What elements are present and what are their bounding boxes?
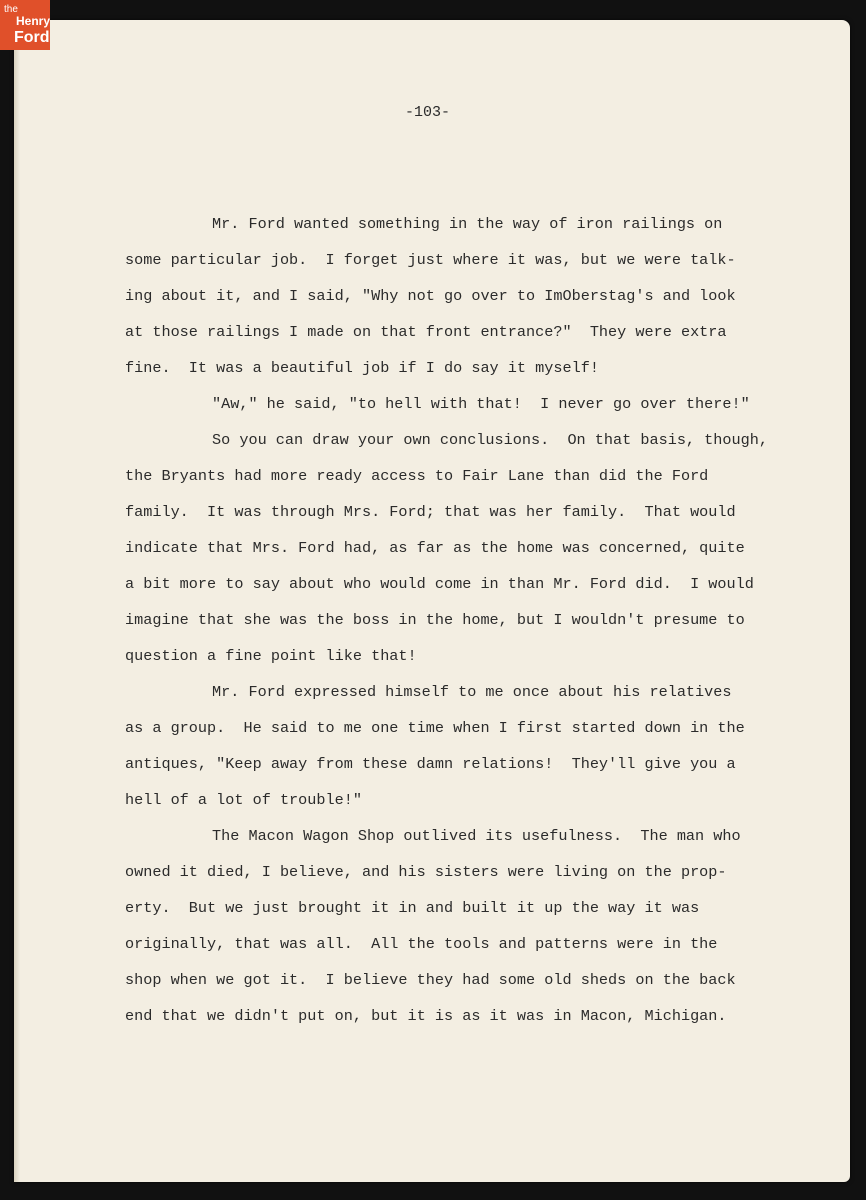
text-line: indicate that Mrs. Ford had, as far as the home was concerned, quite <box>125 539 745 557</box>
text-line: hell of a lot of trouble!" <box>125 791 362 809</box>
typed-text-body <box>125 206 805 1034</box>
text-line: question a fine point like that! <box>125 647 417 665</box>
text-line: imagine that she was the boss in the home, but I wouldn't presume to <box>125 611 745 629</box>
text-line: owned it died, I believe, and his sisters were living on the prop- <box>125 863 727 881</box>
text-line: shop when we got it. I believe they had some old sheds on the back <box>125 971 736 989</box>
text-line: ing about it, and I said, "Why not go over to ImOberstag's and look <box>125 287 736 305</box>
text-line: Mr. Ford wanted something in the way of iron railings on <box>212 215 723 233</box>
text-line: end that we didn't put on, but it is as it was in Macon, Michigan. <box>125 1007 727 1025</box>
text-line: a bit more to say about who would come in than Mr. Ford did. I would <box>125 575 754 593</box>
logo-henry: Henry <box>16 14 51 28</box>
text-line: antiques, "Keep away from these damn relations! They'll give you a <box>125 755 736 773</box>
text-line: family. It was through Mrs. Ford; that was her family. That would <box>125 503 736 521</box>
text-line: "Aw," he said, "to hell with that! I never go over there!" <box>212 395 750 413</box>
logo-ford: Ford <box>14 29 50 46</box>
text-line: So you can draw your own conclusions. On that basis, though, <box>212 431 768 449</box>
text-line: the Bryants had more ready access to Fair Lane than did the Ford <box>125 467 709 485</box>
text-line: The Macon Wagon Shop outlived its usefulness. The man who <box>212 827 741 845</box>
text-line: as a group. He said to me one time when I first started down in the <box>125 719 745 737</box>
page-number: -103- <box>405 104 451 121</box>
text-line: fine. It was a beautiful job if I do say it myself! <box>125 359 599 377</box>
text-line: some particular job. I forget just where it was, but we were talk- <box>125 251 736 269</box>
text-line: Mr. Ford expressed himself to me once about his relatives <box>212 683 732 701</box>
text-line: erty. But we just brought it in and built it up the way it was <box>125 899 700 917</box>
the-henry-ford-logo <box>0 0 50 50</box>
logo-the: the <box>4 4 18 15</box>
text-line: at those railings I made on that front entrance?" They were extra <box>125 323 727 341</box>
text-line: originally, that was all. All the tools and patterns were in the <box>125 935 718 953</box>
binding-edge <box>14 20 20 1182</box>
